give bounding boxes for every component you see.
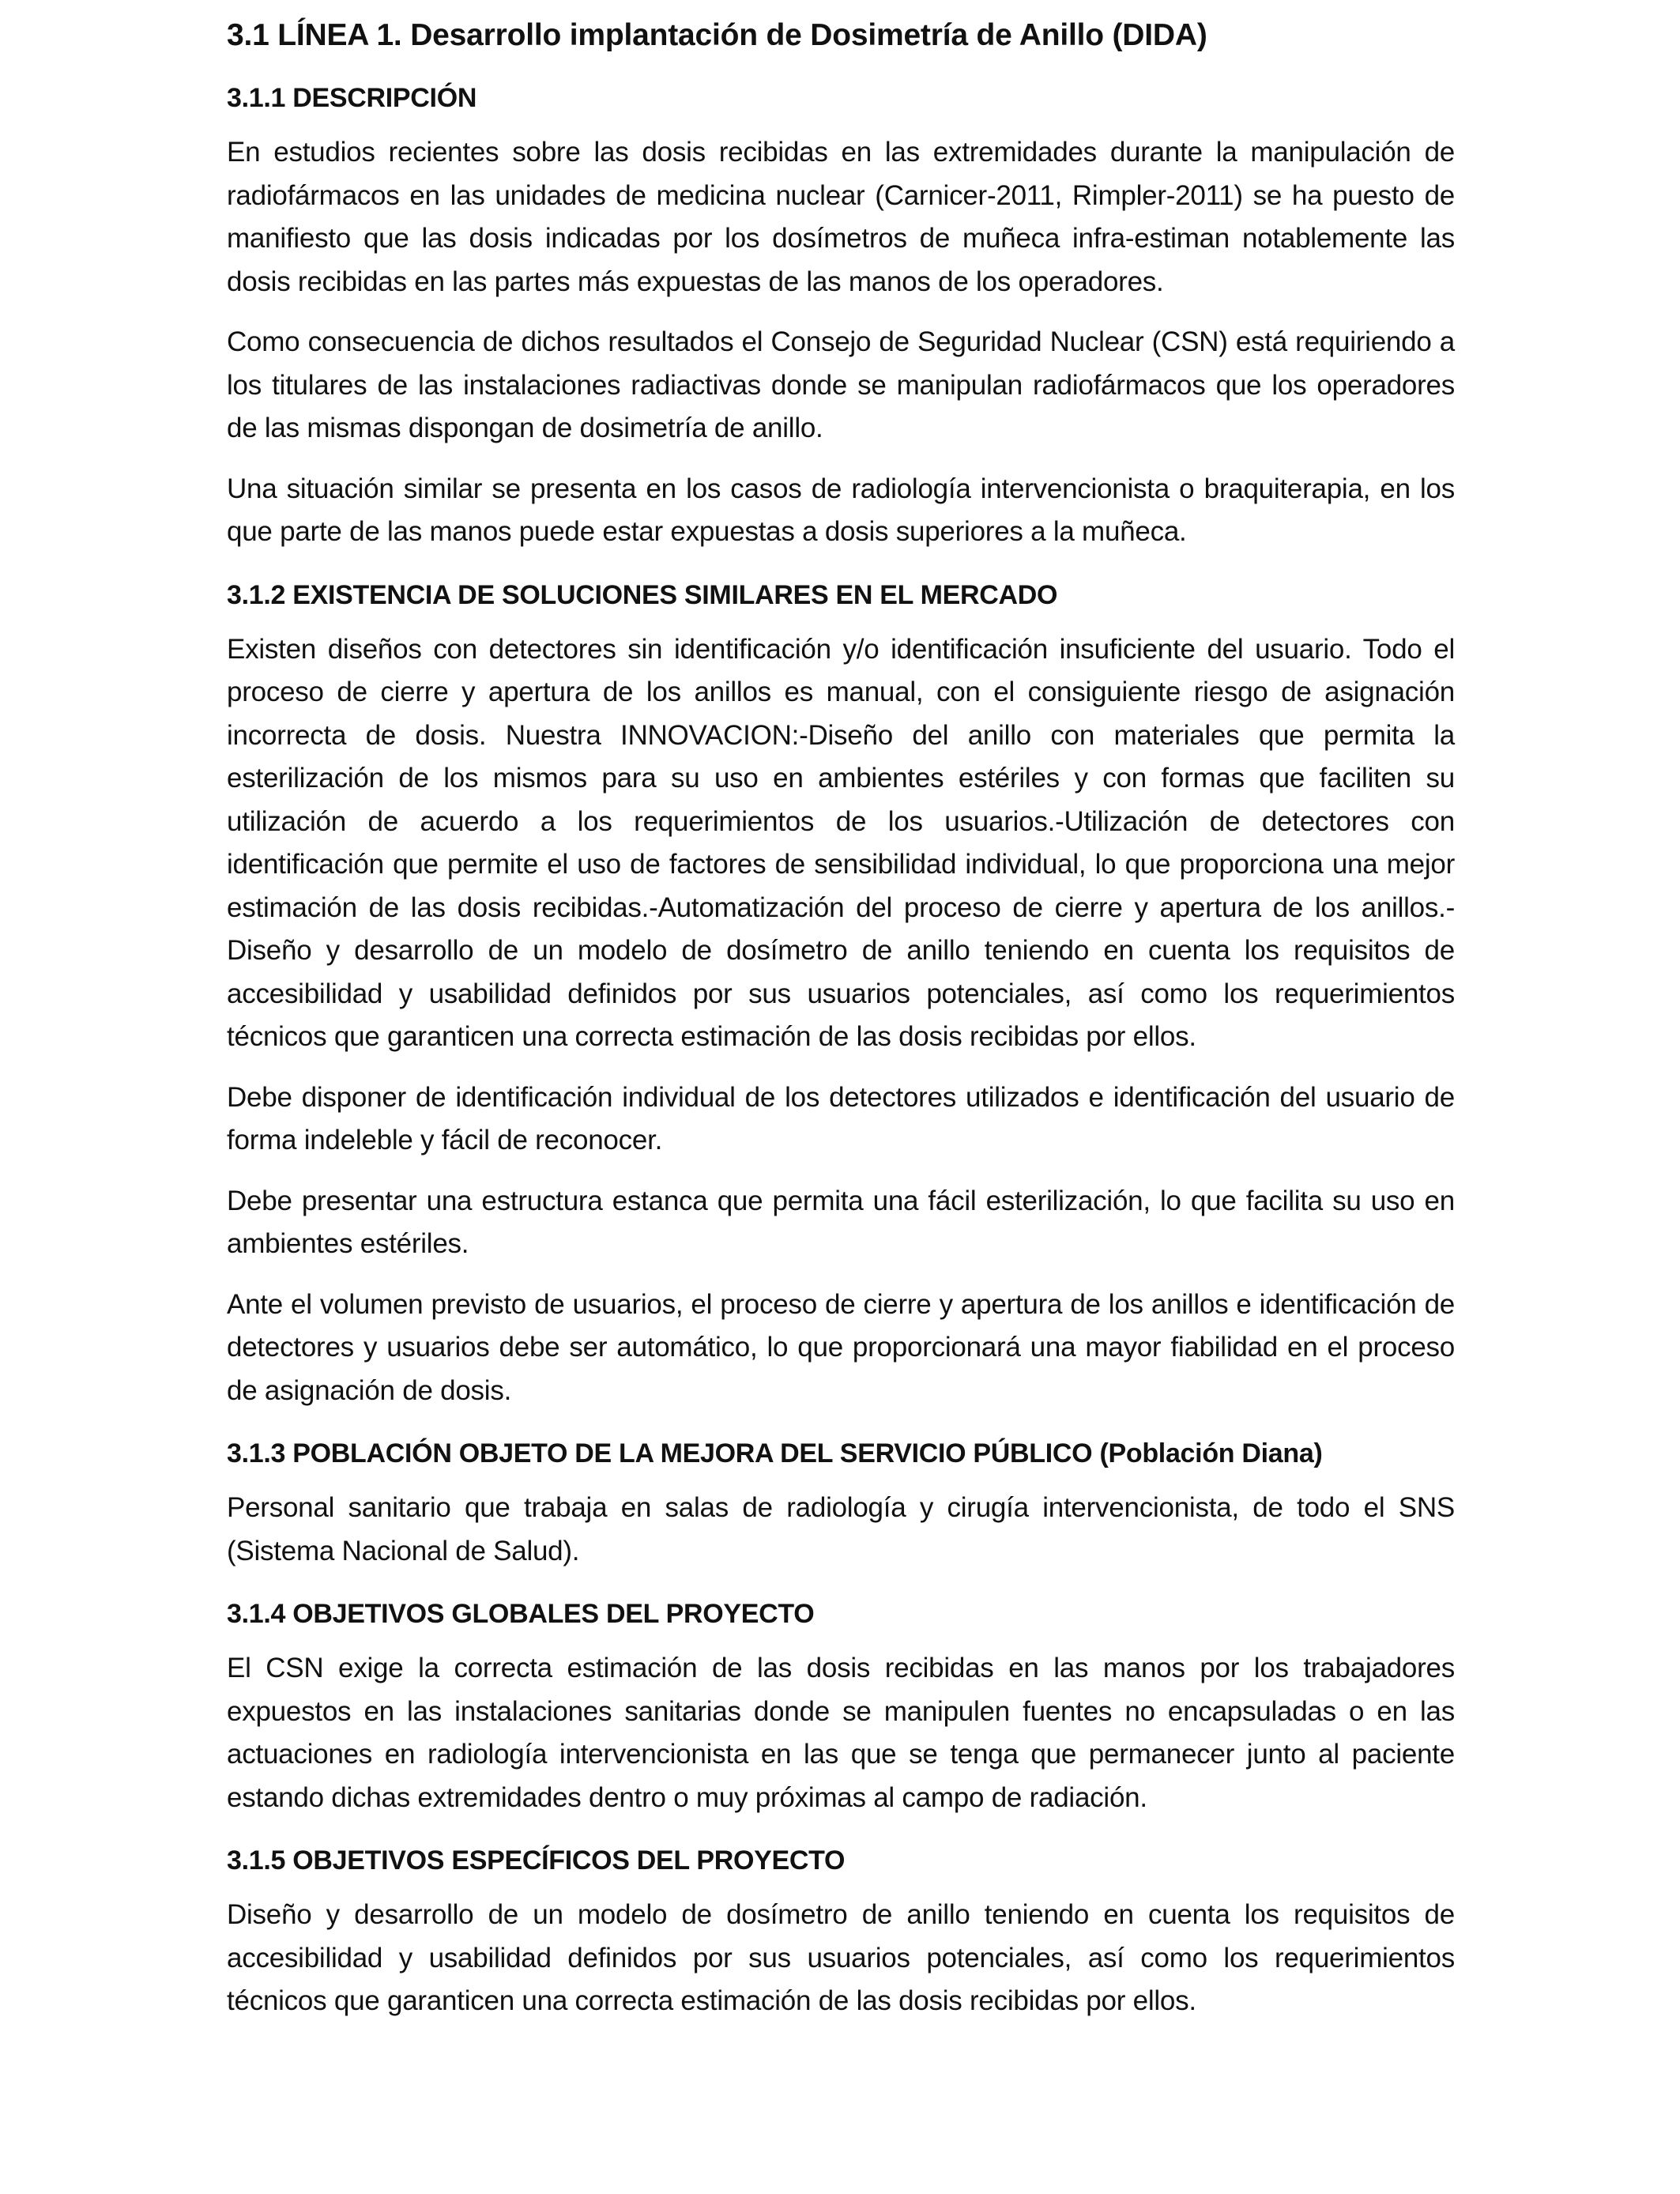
paragraph: Existen diseños con detectores sin identificación y/o identificación insuficiente del usuario. Todo el proceso de cierre y apertura de los anillos es manual, con el consiguiente riesgo de asignación incorrecta de dosis. Nuestra INNOVACION:-Diseño del anillo con materiales que permita la esterilización de los mismos para su uso en ambientes estériles y con formas que faciliten su utilización de acuerdo a los requerimientos de los usuarios.-Utilización de detectores con identificación que permite el uso de factores de sensibilidad individual, lo que proporciona una mejor estimación de las dosis recibidas.-Automatización del proceso de cierre y apertura de los anillos.-Diseño y desarrollo de un modelo de dosímetro de anillo teniendo en cuenta los requisitos de accesibilidad y usabilidad definidos por sus usuarios potenciales, así como los requerimientos técnicos que garanticen una correcta estimación de las dosis recibidas por ellos. bbox=[227, 633, 1455, 1052]
section-objetivos-globales bbox=[227, 1590, 1455, 1819]
paragraph: Debe presentar una estructura estanca que permita una fácil esterilización, lo que facilita su uso en ambientes estériles. bbox=[227, 1185, 1455, 1259]
paragraph: Personal sanitario que trabaja en salas de radiología y cirugía intervencionista, de todo el SNS (Sistema Nacional de Salud). bbox=[227, 1492, 1455, 1566]
document-title: 3.1 LÍNEA 1. Desarrollo implantación de Dosimetría de Anillo (DIDA) bbox=[227, 18, 1207, 52]
section-poblacion-objeto bbox=[227, 1430, 1455, 1573]
paragraph: Debe disponer de identificación individual de los detectores utilizados e identificación del usuario de forma indeleble y fácil de reconocer. bbox=[227, 1081, 1455, 1155]
paragraph: El CSN exige la correcta estimación de las dosis recibidas en las manos por los trabajadores expuestos en las instalaciones sanitarias donde se manipulen fuentes no encapsuladas o en las actuaciones en radiología intervencionista en las que se tenga que permanecer junto al paciente estando dichas extremidades dentro o muy próximas al campo de radiación. bbox=[227, 1653, 1455, 1813]
paragraph: Una situación similar se presenta en los casos de radiología intervencionista o braquiterapia, en los que parte de las manos puede estar expuestas a dosis superiores a la muñeca. bbox=[227, 473, 1455, 547]
section-objetivos-especificos bbox=[227, 1837, 1455, 2023]
section-heading: 3.1.5 OBJETIVOS ESPECÍFICOS DEL PROYECTO bbox=[227, 1845, 846, 1875]
section-heading: 3.1.2 EXISTENCIA DE SOLUCIONES SIMILARES EN EL MERCADO bbox=[227, 579, 1058, 610]
paragraph: Como consecuencia de dichos resultados el Consejo de Seguridad Nuclear (CSN) está requiriendo a los titulares de las instalaciones radiactivas donde se manipulan radiofármacos que los operadores de las mismas dispongan de dosimetría de anillo. bbox=[227, 326, 1455, 443]
section-heading: 3.1.3 POBLACIÓN OBJETO DE LA MEJORA DEL SERVICIO PÚBLICO (Población Diana) bbox=[227, 1438, 1323, 1468]
paragraph: Ante el volumen previsto de usuarios, el proceso de cierre y apertura de los anillos e identificación de detectores y usuarios debe ser automático, lo que proporcionará una mayor fiabilidad en el proceso de asignación de dosis. bbox=[227, 1288, 1455, 1406]
paragraph: Diseño y desarrollo de un modelo de dosímetro de anillo teniendo en cuenta los requisitos de accesibilidad y usabilidad definidos por sus usuarios potenciales, así como los requerimientos técnicos que garanticen una correcta estimación de las dosis recibidas por ellos. bbox=[227, 1899, 1455, 2016]
paragraph: En estudios recientes sobre las dosis recibidas en las extremidades durante la manipulación de radiofármacos en las unidades de medicina nuclear (Carnicer-2011, Rimpler-2011) se ha puesto de manifiesto que las dosis indicadas por los dosímetros de muñeca infra-estiman notablemente las dosis recibidas en las partes más expuestas de las manos de los operadores. bbox=[227, 137, 1455, 297]
section-heading: 3.1.1 DESCRIPCIÓN bbox=[227, 83, 477, 113]
section-soluciones-similares bbox=[227, 571, 1455, 1413]
section-heading: 3.1.4 OBJETIVOS GLOBALES DEL PROYECTO bbox=[227, 1599, 815, 1629]
section-descripcion bbox=[227, 74, 1455, 554]
document-page bbox=[227, 11, 1455, 2041]
